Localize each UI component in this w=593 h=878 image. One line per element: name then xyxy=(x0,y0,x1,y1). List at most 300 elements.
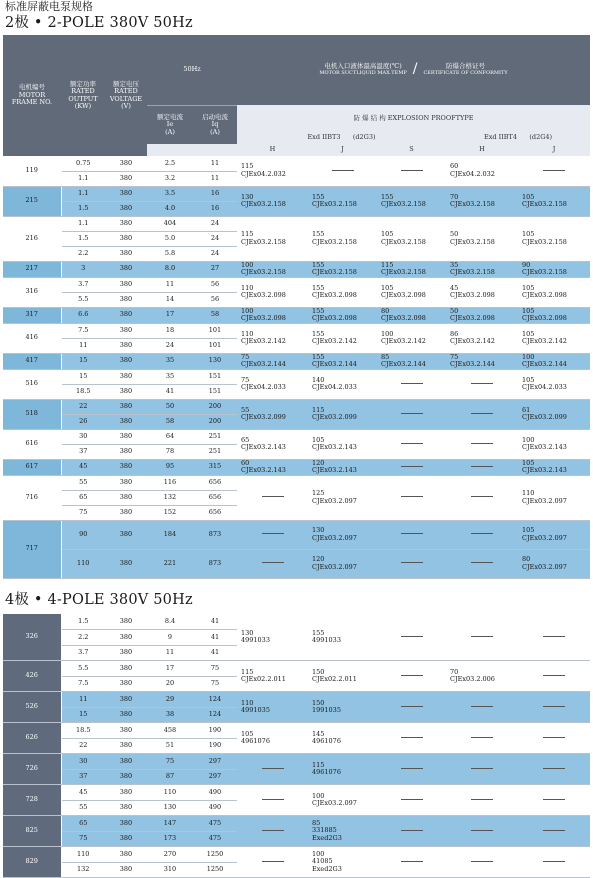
dash-mark xyxy=(262,533,284,534)
cert-cell: 50 CJEx03.2.158 xyxy=(446,216,518,261)
rated-voltage-cell: 380 xyxy=(105,338,147,353)
cert-cell: 110 CJEx03.2.097 xyxy=(518,475,590,520)
cert-cell: 115 CJEx03.2.099 xyxy=(308,399,377,429)
cert-cell xyxy=(237,549,308,578)
cert-cell: 75 CJEx03.2.144 xyxy=(237,353,308,369)
table-row xyxy=(3,429,590,444)
rated-voltage-cell: 380 xyxy=(105,831,147,847)
cert-cell: 70 CJEx03.2.006 xyxy=(446,661,518,692)
dash-mark xyxy=(401,675,423,676)
table-row xyxy=(3,785,590,801)
rated-output-cell: 11 xyxy=(61,338,105,353)
rated-output-cell: 65 xyxy=(61,816,105,832)
freq-header: 50Hz xyxy=(147,35,237,105)
motor-frame-cell: 616 xyxy=(3,429,61,459)
rated-voltage-cell: 380 xyxy=(105,862,147,878)
dash-mark xyxy=(262,496,284,497)
rated-output-cell: 65 xyxy=(61,490,105,505)
cert-cell xyxy=(518,754,590,785)
dash-mark xyxy=(401,533,423,534)
rated-current-cell: 75 xyxy=(147,754,193,770)
table-row xyxy=(3,816,590,832)
rated-output-cell: 2.2 xyxy=(61,630,105,646)
rated-voltage-cell: 380 xyxy=(105,645,147,661)
rated-current-cell: 64 xyxy=(147,429,193,444)
cert-cell: 100 CJEx03.2.097 xyxy=(308,785,377,816)
dash-mark xyxy=(401,737,423,738)
dash-mark xyxy=(543,737,565,738)
start-current-cell: 130 xyxy=(193,353,237,369)
rated-voltage-cell: 380 xyxy=(105,723,147,739)
cert-cell xyxy=(518,847,590,878)
rated-voltage-header: 额定电压 RATED VOLTAGE (V) xyxy=(105,35,147,156)
start-current-cell: 873 xyxy=(193,549,237,578)
cert-cell: 130 4991033 xyxy=(237,614,308,661)
dash-mark xyxy=(401,562,423,563)
start-current-cell: 1250 xyxy=(193,862,237,878)
start-current-cell: 27 xyxy=(193,261,237,277)
rated-voltage-cell: 380 xyxy=(105,353,147,369)
explosion-proof-header: 防 爆 结 构 EXPLOSION PROOFTYPE xyxy=(237,105,590,132)
motor-frame-header: 电机编号 MOTOR FRAME NO. xyxy=(3,35,61,156)
cert-cell: 100 CJEx03.2.158 xyxy=(237,261,308,277)
motor-frame-cell: 717 xyxy=(3,520,61,578)
rated-current-cell: 3.5 xyxy=(147,186,193,201)
table-row xyxy=(3,277,590,292)
rated-current-cell: 78 xyxy=(147,444,193,459)
dash-mark xyxy=(332,170,354,171)
motor-frame-cell: 726 xyxy=(3,754,61,785)
start-current-cell: 56 xyxy=(193,277,237,292)
cert-cell xyxy=(446,754,518,785)
cert-cell: 155 CJEx03.2.158 xyxy=(308,261,377,277)
cert-cell: 105 CJEx03.2.098 xyxy=(377,277,446,307)
rated-output-cell: 75 xyxy=(61,831,105,847)
rated-output-cell: 3 xyxy=(61,261,105,277)
dash-mark xyxy=(471,443,493,444)
cert-cell: 115 CJEx02.2.011 xyxy=(237,661,308,692)
rated-current-cell: 14 xyxy=(147,292,193,307)
table-row xyxy=(3,186,590,201)
cert-cell xyxy=(446,723,518,754)
rated-output-cell: 2.2 xyxy=(61,246,105,261)
dash-mark xyxy=(262,768,284,769)
rated-output-cell: 55 xyxy=(61,475,105,490)
rated-current-cell: 5.0 xyxy=(147,231,193,246)
cert-cell: 105 CJEx03.2.158 xyxy=(518,186,590,216)
cert-cell xyxy=(446,459,518,475)
sub-header-j: J xyxy=(308,144,377,156)
rated-voltage-cell: 380 xyxy=(105,738,147,754)
dash-mark xyxy=(471,533,493,534)
cert-cell: 45 CJEx03.2.098 xyxy=(446,277,518,307)
rated-current-cell: 8.4 xyxy=(147,614,193,630)
cert-cell: 105 CJEx04.2.033 xyxy=(518,369,590,399)
rated-output-cell: 15 xyxy=(61,353,105,369)
cert-cell xyxy=(237,785,308,816)
cert-cell: 105 4961076 xyxy=(237,723,308,754)
rated-output-cell: 7.5 xyxy=(61,323,105,338)
start-current-cell: 58 xyxy=(193,307,237,323)
rated-current-cell: 147 xyxy=(147,816,193,832)
rated-current-cell: 184 xyxy=(147,520,193,549)
cert-cell xyxy=(377,816,446,847)
rated-voltage-cell: 380 xyxy=(105,216,147,231)
cert-cell: 85 331885 Exed2G3 xyxy=(308,816,377,847)
motor-frame-cell: 526 xyxy=(3,692,61,723)
cert-cell xyxy=(518,156,590,186)
rated-output-cell: 0.75 xyxy=(61,156,105,171)
cert-cell xyxy=(237,475,308,520)
cert-cell xyxy=(377,459,446,475)
rated-current-cell: 132 xyxy=(147,490,193,505)
motor-frame-cell: 119 xyxy=(3,156,61,186)
start-current-cell: 101 xyxy=(193,338,237,353)
start-current-cell: 24 xyxy=(193,246,237,261)
cert-cell: 60 CJEx04.2.032 xyxy=(446,156,518,186)
start-current-cell: 873 xyxy=(193,520,237,549)
cert-cell: 130 CJEx03.2.158 xyxy=(237,186,308,216)
dash-mark xyxy=(401,799,423,800)
rated-voltage-cell: 380 xyxy=(105,261,147,277)
rated-output-cell: 11 xyxy=(61,692,105,708)
section-title-4pole: 4极 • 4-POLE 380V 50Hz xyxy=(5,592,193,608)
rated-voltage-cell: 380 xyxy=(105,429,147,444)
rated-current-cell: 35 xyxy=(147,353,193,369)
section-title-2pole: 2极 • 2-POLE 380V 50Hz xyxy=(5,15,193,31)
rated-output-cell: 30 xyxy=(61,429,105,444)
cert-cell: 105 CJEx03.2.098 xyxy=(518,277,590,307)
start-current-cell: 297 xyxy=(193,754,237,770)
dash-mark xyxy=(471,737,493,738)
dash-mark xyxy=(471,706,493,707)
rated-voltage-cell: 380 xyxy=(105,692,147,708)
rated-output-cell: 1.1 xyxy=(61,186,105,201)
cert-cell: 85 CJEx03.2.144 xyxy=(377,353,446,369)
rated-voltage-cell: 380 xyxy=(105,816,147,832)
start-current-cell: 475 xyxy=(193,816,237,832)
rated-voltage-cell: 380 xyxy=(105,505,147,520)
rated-voltage-cell: 380 xyxy=(105,676,147,692)
motor-frame-cell: 728 xyxy=(3,785,61,816)
cert-cell: 120 CJEx03.2.097 xyxy=(308,549,377,578)
start-current-cell: 200 xyxy=(193,414,237,429)
rated-current-cell: 58 xyxy=(147,414,193,429)
motor-frame-cell: 617 xyxy=(3,459,61,475)
cert-cell: 70 CJEx03.2.158 xyxy=(446,186,518,216)
cert-cell: 50 CJEx03.2.098 xyxy=(446,307,518,323)
rated-output-cell: 3.7 xyxy=(61,277,105,292)
cert-cell: 115 4961076 xyxy=(308,754,377,785)
rated-voltage-cell: 380 xyxy=(105,630,147,646)
dash-mark xyxy=(262,830,284,831)
dash-mark xyxy=(401,443,423,444)
dash-mark xyxy=(543,768,565,769)
motor-frame-cell: 326 xyxy=(3,614,61,661)
cert-cell xyxy=(377,692,446,723)
rated-voltage-cell: 380 xyxy=(105,475,147,490)
cert-cell: 105 CJEx03.2.143 xyxy=(518,459,590,475)
motor-frame-cell: 416 xyxy=(3,323,61,353)
cert-cell xyxy=(308,156,377,186)
cert-cell xyxy=(237,754,308,785)
sub-header-j: J xyxy=(518,144,590,156)
motor-frame-cell: 426 xyxy=(3,661,61,692)
page-title: 标准屏蔽电泵规格 xyxy=(5,0,93,13)
rated-current-cell: 2.5 xyxy=(147,156,193,171)
dash-mark xyxy=(543,170,565,171)
cert-cell xyxy=(377,785,446,816)
cert-cell xyxy=(446,816,518,847)
rated-current-cell: 11 xyxy=(147,645,193,661)
cert-cell: 145 4961076 xyxy=(308,723,377,754)
cert-cell: 115 CJEx03.2.158 xyxy=(237,216,308,261)
motor-frame-cell: 518 xyxy=(3,399,61,429)
rated-voltage-cell: 380 xyxy=(105,292,147,307)
dash-mark xyxy=(401,170,423,171)
rated-voltage-cell: 380 xyxy=(105,369,147,384)
exd4-header: Exd IIBT4 (d2G4) xyxy=(446,132,590,144)
cert-cell xyxy=(377,549,446,578)
rated-voltage-cell: 380 xyxy=(105,231,147,246)
cert-cell: 155 CJEx03.2.158 xyxy=(377,186,446,216)
cert-cell xyxy=(446,520,518,549)
sub-header-h: H xyxy=(446,144,518,156)
cert-cell: 65 CJEx03.2.143 xyxy=(237,429,308,459)
cert-cell: 105 CJEx03.2.098 xyxy=(518,307,590,323)
rated-current-cell: 130 xyxy=(147,800,193,816)
start-current-cell: 490 xyxy=(193,785,237,801)
cert-cell xyxy=(446,847,518,878)
rated-current-cell: 310 xyxy=(147,862,193,878)
cert-cell xyxy=(237,847,308,878)
cert-cell: 125 CJEx03.2.097 xyxy=(308,475,377,520)
rated-voltage-cell: 380 xyxy=(105,186,147,201)
start-current-cell: 656 xyxy=(193,505,237,520)
rated-output-cell: 132 xyxy=(61,862,105,878)
start-current-cell: 475 xyxy=(193,831,237,847)
rated-voltage-cell: 380 xyxy=(105,399,147,414)
table-row xyxy=(3,156,590,171)
cert-cell: 105 CJEx03.2.142 xyxy=(518,323,590,353)
cert-cell: 130 CJEx03.2.097 xyxy=(308,520,377,549)
table-row xyxy=(3,661,590,677)
table-row xyxy=(3,369,590,384)
start-current-cell: 41 xyxy=(193,614,237,630)
cert-cell: 60 CJEx03.2.143 xyxy=(237,459,308,475)
rated-voltage-cell: 380 xyxy=(105,277,147,292)
dash-mark xyxy=(543,636,565,637)
rated-current-cell: 41 xyxy=(147,384,193,399)
dash-mark xyxy=(401,383,423,384)
rated-current-cell: 458 xyxy=(147,723,193,739)
rated-output-cell: 75 xyxy=(61,505,105,520)
table-row xyxy=(3,520,590,549)
start-current-cell: 124 xyxy=(193,692,237,708)
cert-cell: 155 4991033 xyxy=(308,614,377,661)
rated-voltage-cell: 380 xyxy=(105,171,147,186)
motor-frame-cell: 417 xyxy=(3,353,61,369)
rated-output-cell: 45 xyxy=(61,785,105,801)
cert-cell: 115 CJEx03.2.158 xyxy=(377,261,446,277)
sub-header-s: S xyxy=(377,144,446,156)
dash-mark xyxy=(262,799,284,800)
start-current-cell: 190 xyxy=(193,738,237,754)
rated-current-cell: 95 xyxy=(147,459,193,475)
cert-cell: 105 CJEx03.2.158 xyxy=(518,216,590,261)
dash-mark xyxy=(401,768,423,769)
cert-cell xyxy=(446,692,518,723)
cert-cell: 75 CJEx04.2.033 xyxy=(237,369,308,399)
cert-cell: 35 CJEx03.2.158 xyxy=(446,261,518,277)
cert-cell xyxy=(518,661,590,692)
start-current-cell: 656 xyxy=(193,475,237,490)
cert-cell xyxy=(377,399,446,429)
cert-cell xyxy=(446,369,518,399)
cert-cell xyxy=(377,661,446,692)
table-row xyxy=(3,323,590,338)
table-row xyxy=(3,261,590,277)
rated-current-cell: 38 xyxy=(147,707,193,723)
cert-cell: 155 CJEx03.2.158 xyxy=(308,216,377,261)
cert-cell xyxy=(446,785,518,816)
cert-cell xyxy=(446,614,518,661)
rated-current-cell: 4.0 xyxy=(147,201,193,216)
cert-cell: 90 CJEx03.2.158 xyxy=(518,261,590,277)
start-current-cell: 190 xyxy=(193,723,237,739)
cert-cell xyxy=(446,475,518,520)
cert-cell: 86 CJEx03.2.142 xyxy=(446,323,518,353)
cert-cell xyxy=(377,614,446,661)
start-current-cell: 56 xyxy=(193,292,237,307)
rated-current-cell: 50 xyxy=(147,399,193,414)
rated-current-cell: 116 xyxy=(147,475,193,490)
rated-voltage-cell: 380 xyxy=(105,414,147,429)
rated-output-cell: 30 xyxy=(61,754,105,770)
table-row xyxy=(3,307,590,323)
rated-current-cell: 3.2 xyxy=(147,171,193,186)
cert-cell xyxy=(518,816,590,847)
dash-mark xyxy=(471,496,493,497)
cert-cell xyxy=(518,723,590,754)
cert-cell: 105 CJEx03.2.158 xyxy=(377,216,446,261)
rated-voltage-cell: 380 xyxy=(105,459,147,475)
spec-table-4pole xyxy=(3,614,590,878)
cert-cell: 100 CJEx03.2.143 xyxy=(518,429,590,459)
table-row xyxy=(3,549,590,578)
cert-cell: 155 CJEx03.2.142 xyxy=(308,323,377,353)
rated-voltage-cell: 380 xyxy=(105,307,147,323)
start-current-cell: 16 xyxy=(193,186,237,201)
rated-output-cell: 1.1 xyxy=(61,216,105,231)
rated-output-cell: 55 xyxy=(61,800,105,816)
rated-voltage-cell: 380 xyxy=(105,384,147,399)
rated-output-cell: 6.6 xyxy=(61,307,105,323)
cert-cell xyxy=(377,847,446,878)
dash-mark xyxy=(401,706,423,707)
cert-cell xyxy=(518,692,590,723)
start-current-cell: 16 xyxy=(193,201,237,216)
rated-current-cell: 173 xyxy=(147,831,193,847)
rated-current-cell: 51 xyxy=(147,738,193,754)
motor-frame-cell: 716 xyxy=(3,475,61,520)
rated-output-cell: 15 xyxy=(61,707,105,723)
table-row xyxy=(3,723,590,739)
dash-mark xyxy=(471,636,493,637)
cert-cell xyxy=(446,549,518,578)
rated-output-cell: 18.5 xyxy=(61,384,105,399)
cert-cell: 80 CJEx03.2.097 xyxy=(518,549,590,578)
dash-mark xyxy=(471,383,493,384)
start-current-cell: 75 xyxy=(193,661,237,677)
rated-current-cell: 24 xyxy=(147,338,193,353)
dash-mark xyxy=(401,830,423,831)
rated-current-header: 额定电流 Ie (A) xyxy=(147,105,193,144)
rated-current-cell: 87 xyxy=(147,769,193,785)
rated-current-cell: 404 xyxy=(147,216,193,231)
start-current-cell: 24 xyxy=(193,231,237,246)
start-current-cell: 41 xyxy=(193,630,237,646)
rated-output-header: 额定功率 RATED OUTPUT (KW) xyxy=(61,35,105,156)
motor-frame-cell: 825 xyxy=(3,816,61,847)
start-current-cell: 11 xyxy=(193,156,237,171)
cert-cell: 105 CJEx03.2.097 xyxy=(518,520,590,549)
rated-voltage-cell: 380 xyxy=(105,847,147,863)
rated-output-cell: 18.5 xyxy=(61,723,105,739)
rated-voltage-cell: 380 xyxy=(105,246,147,261)
blank-sub xyxy=(147,144,237,156)
motor-frame-cell: 829 xyxy=(3,847,61,878)
rated-output-cell: 3.7 xyxy=(61,645,105,661)
rated-voltage-cell: 380 xyxy=(105,800,147,816)
cert-cell: 105 CJEx03.2.143 xyxy=(308,429,377,459)
start-current-cell: 41 xyxy=(193,645,237,661)
cert-cell xyxy=(518,785,590,816)
cert-cell xyxy=(377,723,446,754)
start-current-cell: 656 xyxy=(193,490,237,505)
dash-mark xyxy=(543,706,565,707)
table-row xyxy=(3,692,590,708)
dash-mark xyxy=(401,413,423,414)
cert-cell xyxy=(377,754,446,785)
table-row xyxy=(3,614,590,630)
exd3-header: Exd IIBT3 (d2G3) xyxy=(237,132,446,144)
rated-voltage-cell: 380 xyxy=(105,769,147,785)
cert-cell: 140 CJEx04.2.033 xyxy=(308,369,377,399)
start-current-cell: 297 xyxy=(193,769,237,785)
rated-output-cell: 45 xyxy=(61,459,105,475)
motor-frame-cell: 317 xyxy=(3,307,61,323)
start-current-cell: 101 xyxy=(193,323,237,338)
rated-voltage-cell: 380 xyxy=(105,707,147,723)
rated-current-cell: 221 xyxy=(147,549,193,578)
rated-output-cell: 37 xyxy=(61,769,105,785)
table-header xyxy=(3,35,590,156)
cert-cell xyxy=(377,369,446,399)
rated-current-cell: 152 xyxy=(147,505,193,520)
table-row xyxy=(3,353,590,369)
table-row xyxy=(3,399,590,414)
dash-mark xyxy=(401,496,423,497)
table-row xyxy=(3,475,590,490)
cert-cell: 150 1991035 xyxy=(308,692,377,723)
cert-cell: 155 CJEx03.2.158 xyxy=(308,186,377,216)
dash-mark xyxy=(471,799,493,800)
start-current-cell: 200 xyxy=(193,399,237,414)
rated-output-cell: 90 xyxy=(61,520,105,549)
rated-voltage-cell: 380 xyxy=(105,785,147,801)
rated-output-cell: 22 xyxy=(61,738,105,754)
